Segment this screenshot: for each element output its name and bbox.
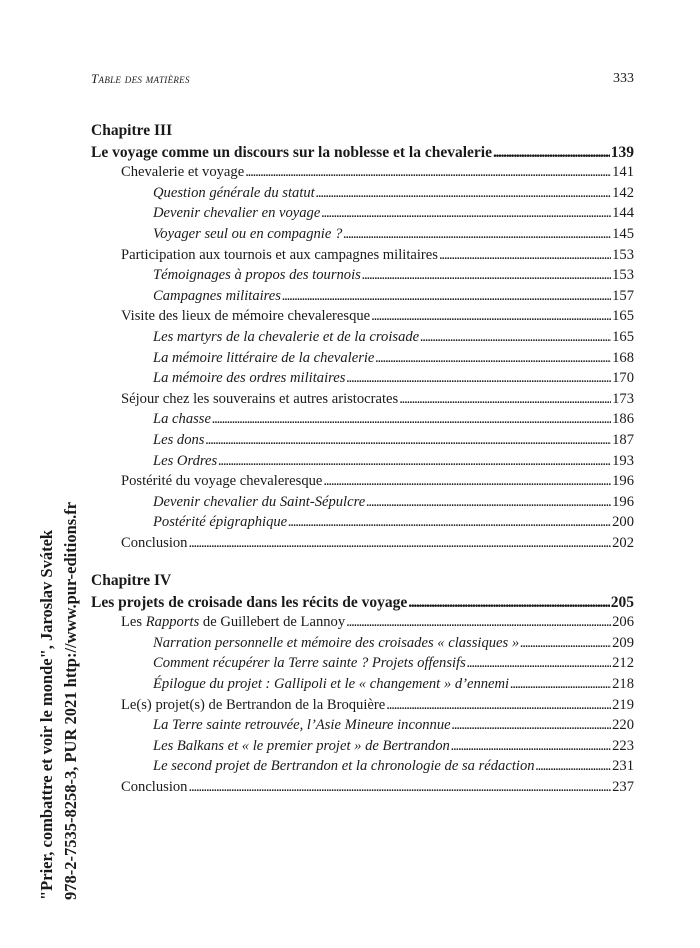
toc-entry-page: 223 bbox=[612, 737, 634, 754]
toc-entry bbox=[91, 735, 634, 756]
toc-entry-page: 206 bbox=[612, 614, 634, 631]
toc-entry bbox=[91, 409, 634, 430]
toc-entry-title: Chevalerie et voyage bbox=[121, 164, 245, 181]
toc-entry-title: Participation aux tournois et aux campagnes militaires bbox=[121, 246, 438, 263]
dot-leader bbox=[399, 390, 611, 409]
toc-entry-page: 165 bbox=[612, 328, 634, 345]
dot-leader bbox=[206, 431, 612, 450]
toc-entry-title: Les Ordres bbox=[153, 452, 218, 469]
toc-entry-title: Postérité du voyage chevaleresque bbox=[121, 473, 323, 490]
dot-leader bbox=[212, 410, 611, 429]
dot-leader bbox=[386, 696, 611, 715]
dot-leader bbox=[451, 737, 611, 756]
dot-leader bbox=[408, 593, 609, 612]
toc-entry-title: Les dons bbox=[153, 431, 205, 448]
dot-leader bbox=[218, 452, 611, 471]
dot-leader bbox=[282, 287, 611, 306]
toc-entry-title: Témoignages à propos des tournois bbox=[153, 267, 361, 284]
toc-entry bbox=[91, 471, 634, 492]
toc-entry bbox=[91, 244, 634, 265]
toc-entry bbox=[91, 491, 634, 512]
toc-entry-title: Campagnes militaires bbox=[153, 287, 281, 304]
toc-entry bbox=[91, 694, 634, 715]
toc-entry-page: 139 bbox=[610, 143, 634, 161]
margin-copyright-note bbox=[35, 420, 83, 900]
toc-list bbox=[91, 591, 634, 797]
dot-leader bbox=[321, 204, 611, 223]
dot-leader bbox=[366, 493, 611, 512]
toc-entry-title: Les martyrs de la chevalerie et de la croisade bbox=[153, 328, 420, 345]
dot-leader bbox=[346, 369, 611, 388]
toc-entry-title: Les Balkans et « le premier projet » de Bertrandon bbox=[153, 737, 450, 754]
toc-entry-page: 200 bbox=[612, 514, 634, 531]
toc-entry-page: 231 bbox=[612, 758, 634, 775]
toc-entry-title: Le voyage comme un discours sur la noblesse et la chevalerie bbox=[91, 143, 492, 161]
dot-leader bbox=[420, 328, 611, 347]
toc-entry bbox=[91, 368, 634, 389]
toc-entry bbox=[91, 673, 634, 694]
toc-entry bbox=[91, 182, 634, 203]
dot-leader bbox=[346, 613, 611, 632]
toc-entry bbox=[91, 306, 634, 327]
toc-entry-title: Conclusion bbox=[121, 778, 188, 795]
toc-entry bbox=[91, 612, 634, 633]
toc-entry bbox=[91, 776, 634, 797]
dot-leader bbox=[536, 757, 612, 776]
dot-leader bbox=[467, 654, 611, 673]
toc-entry-page: 193 bbox=[612, 452, 634, 469]
dot-leader bbox=[439, 246, 611, 265]
dot-leader bbox=[362, 266, 611, 285]
toc-entry-title: La mémoire littéraire de la chevalerie bbox=[153, 349, 375, 366]
dot-leader bbox=[510, 675, 611, 694]
page-number: 333 bbox=[613, 71, 634, 86]
toc-entry-page: 153 bbox=[612, 267, 634, 284]
toc-entry-page: 205 bbox=[610, 593, 634, 611]
toc-entry bbox=[91, 285, 634, 306]
dot-leader bbox=[520, 634, 611, 653]
toc-entry-page: 157 bbox=[612, 287, 634, 304]
toc-entry-title: Conclusion bbox=[121, 534, 188, 551]
toc-entry-page: 153 bbox=[612, 246, 634, 263]
chapter-label: Chapitre IV bbox=[91, 572, 172, 589]
toc-entry-page: 168 bbox=[612, 349, 634, 366]
toc-entry-title: Le(s) projet(s) de Bertrandon de la Broquière bbox=[121, 696, 386, 713]
toc-entry-title-part: Les bbox=[121, 614, 146, 631]
toc-entry bbox=[91, 141, 634, 162]
toc-entry-title: Devenir chevalier du Saint-Sépulcre bbox=[153, 493, 366, 510]
toc-entry-page: 209 bbox=[612, 634, 634, 651]
toc-entry-page: 196 bbox=[612, 493, 634, 510]
dot-leader bbox=[343, 225, 611, 244]
toc-entry-page: 219 bbox=[612, 696, 634, 713]
toc-entry-page: 218 bbox=[612, 675, 634, 692]
toc-entry bbox=[91, 265, 634, 286]
toc-entry-page: 145 bbox=[612, 225, 634, 242]
toc-entry-title: Visite des lieux de mémoire chevaleresque bbox=[121, 308, 371, 325]
margin-note-line: 978-2-7535-8258-3, PUR 2021 http://www.pur-editions.fr bbox=[61, 501, 80, 900]
toc-entry bbox=[91, 326, 634, 347]
toc-entry-title: La chasse bbox=[153, 411, 211, 428]
toc-entry bbox=[91, 223, 634, 244]
toc-entry bbox=[91, 429, 634, 450]
toc-list bbox=[91, 141, 634, 553]
dot-leader bbox=[188, 534, 611, 553]
toc-entry-title: La Terre sainte retrouvée, l’Asie Mineure inconnue bbox=[153, 717, 451, 734]
toc-entry-title-part: de Guillebert de Lannoy bbox=[199, 614, 346, 631]
toc-entry-page: 144 bbox=[612, 205, 634, 222]
toc-entry-title: Voyager seul ou en compagnie ? bbox=[153, 225, 343, 242]
chapter-3-section bbox=[91, 121, 634, 553]
toc-entry-title: Le second projet de Bertrandon et la chronologie de sa rédaction bbox=[153, 758, 535, 775]
toc-entry-page: 186 bbox=[612, 411, 634, 428]
chapter-4-section bbox=[91, 571, 634, 797]
dot-leader bbox=[316, 184, 611, 203]
toc-entry-page: 196 bbox=[612, 473, 634, 490]
dot-leader bbox=[188, 778, 611, 797]
toc-entry bbox=[91, 347, 634, 368]
toc-entry-title-emphasis: Rapports bbox=[145, 614, 200, 631]
chapter-label: Chapitre III bbox=[91, 122, 173, 139]
running-head: Table des matières bbox=[91, 71, 190, 86]
toc-entry bbox=[91, 203, 634, 224]
toc-entry-title: Question générale du statut bbox=[153, 184, 315, 201]
dot-leader bbox=[493, 143, 610, 162]
dot-leader bbox=[245, 163, 611, 182]
toc-entry-title: Les projets de croisade dans les récits de voyage bbox=[91, 593, 408, 611]
toc-entry-page: 170 bbox=[612, 370, 634, 387]
toc-entry bbox=[91, 532, 634, 553]
dot-leader bbox=[323, 472, 611, 491]
dot-leader bbox=[288, 513, 611, 532]
toc-entry bbox=[91, 512, 634, 533]
toc-entry-title bbox=[121, 613, 345, 632]
page-header bbox=[91, 71, 634, 91]
toc-entry-page: 165 bbox=[612, 308, 634, 325]
toc-entry-title: Narration personnelle et mémoire des croisades « classiques » bbox=[153, 634, 520, 651]
toc-entry bbox=[91, 715, 634, 736]
dot-leader bbox=[375, 349, 611, 368]
toc-entry bbox=[91, 632, 634, 653]
toc-entry-page: 237 bbox=[612, 778, 634, 795]
toc-entry-page: 220 bbox=[612, 717, 634, 734]
toc-entry-page: 202 bbox=[612, 534, 634, 551]
toc-entry-title: Épilogue du projet : Gallipoli et le « changement » d’ennemi bbox=[153, 675, 510, 692]
toc-entry-title: Comment récupérer la Terre sainte ? Projets offensifs bbox=[153, 655, 466, 672]
toc-entry-title: Postérité épigraphique bbox=[153, 514, 288, 531]
toc-entry-page: 212 bbox=[612, 655, 634, 672]
margin-note-line: "Prier, combattre et voir le monde", Jaroslav Svátek bbox=[37, 529, 56, 900]
toc-entry bbox=[91, 653, 634, 674]
toc-entry bbox=[91, 162, 634, 183]
toc-entry-title: La mémoire des ordres militaires bbox=[153, 370, 346, 387]
toc-entry-page: 187 bbox=[612, 431, 634, 448]
dot-leader bbox=[452, 716, 611, 735]
toc-entry-title: Devenir chevalier en voyage bbox=[153, 205, 321, 222]
toc-entry-page: 173 bbox=[612, 390, 634, 407]
toc-entry bbox=[91, 591, 634, 612]
toc-entry bbox=[91, 388, 634, 409]
toc-entry-page: 141 bbox=[612, 164, 634, 181]
dot-leader bbox=[371, 307, 611, 326]
toc-entry bbox=[91, 450, 634, 471]
toc-entry-title: Séjour chez les souverains et autres aristocrates bbox=[121, 390, 399, 407]
toc-entry-page: 142 bbox=[612, 184, 634, 201]
toc-entry bbox=[91, 756, 634, 777]
